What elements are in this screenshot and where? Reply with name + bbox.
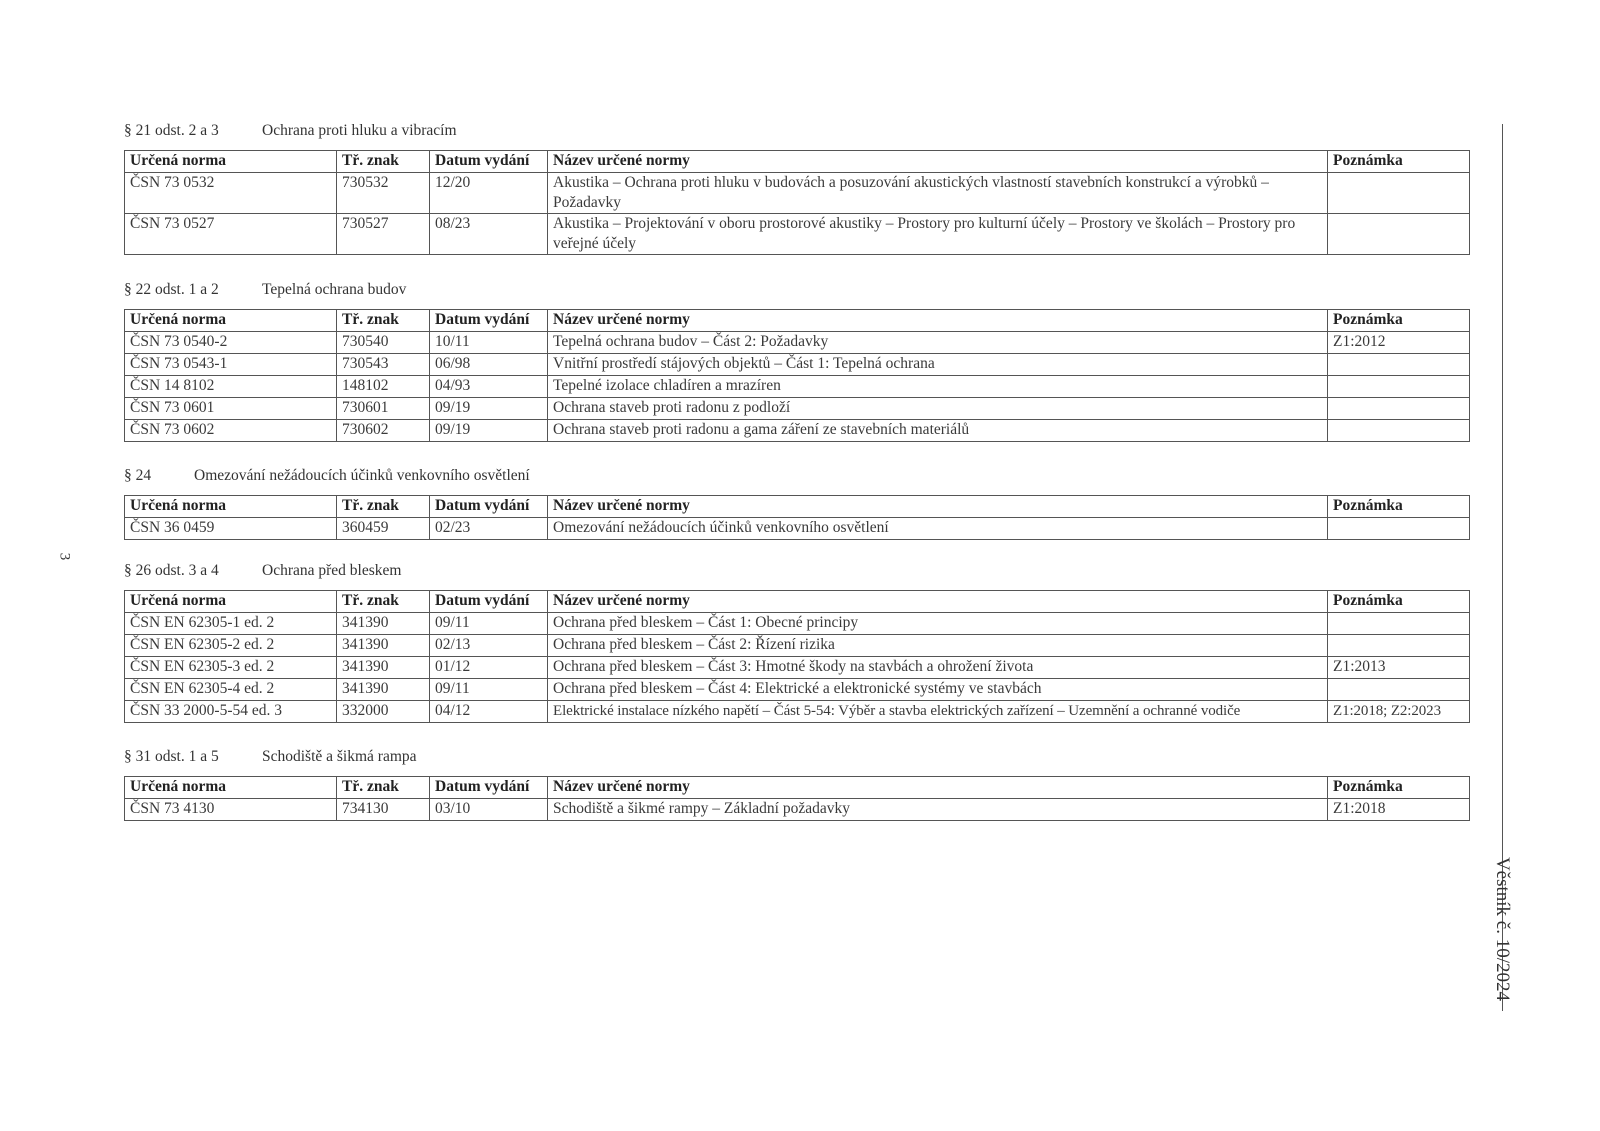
cell-poznamka <box>1328 613 1470 635</box>
table-row <box>125 376 1470 398</box>
cell-znak: 734130 <box>337 799 430 821</box>
cell-norma: ČSN 73 0601 <box>125 398 337 420</box>
cell-nazev: Ochrana před bleskem – Část 4: Elektrické a elektronické systémy ve stavbách <box>548 679 1328 701</box>
section-ref: § 31 odst. 1 a 5 <box>124 748 219 765</box>
header-norma: Určená norma <box>125 496 337 518</box>
cell-datum: 09/19 <box>430 398 548 420</box>
header-datum: Datum vydání <box>430 777 548 799</box>
cell-poznamka <box>1328 398 1470 420</box>
cell-norma: ČSN 73 4130 <box>125 799 337 821</box>
table-row <box>125 613 1470 635</box>
norms-table <box>124 776 1470 821</box>
cell-znak: 341390 <box>337 679 430 701</box>
cell-poznamka <box>1328 173 1470 214</box>
cell-znak: 730532 <box>337 173 430 214</box>
cell-datum: 12/20 <box>430 173 548 214</box>
section-title: Ochrana proti hluku a vibracím <box>262 122 457 139</box>
section-heading <box>124 120 1469 142</box>
header-datum: Datum vydání <box>430 496 548 518</box>
section-heading <box>124 465 1469 487</box>
cell-datum: 08/23 <box>430 214 548 255</box>
header-norma: Určená norma <box>125 777 337 799</box>
section-heading <box>124 279 1469 301</box>
header-norma: Určená norma <box>125 310 337 332</box>
cell-norma: ČSN 73 0532 <box>125 173 337 214</box>
header-poznamka: Poznámka <box>1328 496 1470 518</box>
bulletin-label: Věstník č. 10/2024 <box>1492 856 1513 1002</box>
header-poznamka: Poznámka <box>1328 310 1470 332</box>
section-heading <box>124 560 1469 582</box>
cell-norma: ČSN EN 62305-3 ed. 2 <box>125 657 337 679</box>
cell-nazev: Ochrana před bleskem – Část 3: Hmotné škody na stavbách a ohrožení života <box>548 657 1328 679</box>
cell-nazev: Schodiště a šikmé rampy – Základní požadavky <box>548 799 1328 821</box>
cell-poznamka: Z1:2018; Z2:2023 <box>1328 701 1470 723</box>
cell-norma: ČSN EN 62305-1 ed. 2 <box>125 613 337 635</box>
cell-norma: ČSN 73 0527 <box>125 214 337 255</box>
section-noise-protection <box>124 120 1469 255</box>
header-nazev: Název určené normy <box>548 591 1328 613</box>
table-header-row <box>125 591 1470 613</box>
cell-datum: 03/10 <box>430 799 548 821</box>
cell-znak: 730527 <box>337 214 430 255</box>
cell-poznamka: Z1:2012 <box>1328 332 1470 354</box>
header-nazev: Název určené normy <box>548 496 1328 518</box>
section-stairs-ramp <box>124 746 1469 821</box>
cell-znak: 148102 <box>337 376 430 398</box>
header-poznamka: Poznámka <box>1328 151 1470 173</box>
cell-znak: 730602 <box>337 420 430 442</box>
table-header-row <box>125 777 1470 799</box>
cell-datum: 01/12 <box>430 657 548 679</box>
page-number: 3 <box>56 552 73 561</box>
cell-poznamka: Z1:2018 <box>1328 799 1470 821</box>
cell-nazev: Tepelná ochrana budov – Část 2: Požadavky <box>548 332 1328 354</box>
norms-table <box>124 150 1470 255</box>
table-row <box>125 332 1470 354</box>
section-ref: § 24 <box>124 467 152 484</box>
section-ref: § 26 odst. 3 a 4 <box>124 562 219 579</box>
header-norma: Určená norma <box>125 591 337 613</box>
cell-znak: 360459 <box>337 518 430 540</box>
cell-nazev: Ochrana staveb proti radonu z podloží <box>548 398 1328 420</box>
cell-nazev: Akustika – Projektování v oboru prostorové akustiky – Prostory pro kulturní účely – Prostory ve školách – Prostory pro veřejné účely <box>548 214 1328 255</box>
cell-datum: 06/98 <box>430 354 548 376</box>
cell-znak: 730601 <box>337 398 430 420</box>
header-datum: Datum vydání <box>430 591 548 613</box>
section-heading <box>124 746 1469 768</box>
cell-norma: ČSN EN 62305-2 ed. 2 <box>125 635 337 657</box>
header-znak: Tř. znak <box>337 151 430 173</box>
cell-poznamka <box>1328 679 1470 701</box>
cell-poznamka: Z1:2013 <box>1328 657 1470 679</box>
cell-norma: ČSN 73 0540-2 <box>125 332 337 354</box>
section-title: Tepelná ochrana budov <box>262 281 407 298</box>
table-row <box>125 701 1470 723</box>
cell-norma: ČSN EN 62305-4 ed. 2 <box>125 679 337 701</box>
cell-nazev: Akustika – Ochrana proti hluku v budovách a posuzování akustických vlastností stavebních konstrukcí a výrobků – Požadavky <box>548 173 1328 214</box>
cell-norma: ČSN 73 0602 <box>125 420 337 442</box>
cell-nazev: Vnitřní prostředí stájových objektů – Část 1: Tepelná ochrana <box>548 354 1328 376</box>
cell-poznamka <box>1328 354 1470 376</box>
cell-datum: 02/13 <box>430 635 548 657</box>
table-header-row <box>125 151 1470 173</box>
cell-znak: 341390 <box>337 635 430 657</box>
header-znak: Tř. znak <box>337 496 430 518</box>
cell-nazev: Elektrické instalace nízkého napětí – Část 5-54: Výběr a stavba elektrických zařízení – Uzemnění a ochranné vodiče <box>548 701 1328 723</box>
cell-znak: 730543 <box>337 354 430 376</box>
section-thermal-protection <box>124 279 1469 442</box>
cell-poznamka <box>1328 214 1470 255</box>
cell-datum: 09/19 <box>430 420 548 442</box>
cell-poznamka <box>1328 635 1470 657</box>
section-title: Ochrana před bleskem <box>262 562 402 579</box>
header-znak: Tř. znak <box>337 591 430 613</box>
cell-datum: 02/23 <box>430 518 548 540</box>
norms-table <box>124 495 1470 540</box>
cell-nazev: Tepelné izolace chladíren a mrazíren <box>548 376 1328 398</box>
section-lightning-protection <box>124 560 1469 723</box>
table-row <box>125 173 1470 214</box>
section-title: Schodiště a šikmá rampa <box>262 748 417 765</box>
section-ref: § 22 odst. 1 a 2 <box>124 281 219 298</box>
cell-nazev: Ochrana před bleskem – Část 1: Obecné principy <box>548 613 1328 635</box>
norms-table <box>124 309 1470 442</box>
header-datum: Datum vydání <box>430 151 548 173</box>
cell-nazev: Omezování nežádoucích účinků venkovního osvětlení <box>548 518 1328 540</box>
table-row <box>125 679 1470 701</box>
header-poznamka: Poznámka <box>1328 777 1470 799</box>
table-header-row <box>125 310 1470 332</box>
table-row <box>125 518 1470 540</box>
section-title: Omezování nežádoucích účinků venkovního osvětlení <box>194 467 530 484</box>
header-nazev: Název určené normy <box>548 777 1328 799</box>
table-row <box>125 635 1470 657</box>
cell-norma: ČSN 36 0459 <box>125 518 337 540</box>
cell-norma: ČSN 33 2000-5-54 ed. 3 <box>125 701 337 723</box>
table-row <box>125 214 1470 255</box>
cell-znak: 730540 <box>337 332 430 354</box>
table-row <box>125 420 1470 442</box>
table-row <box>125 657 1470 679</box>
cell-znak: 341390 <box>337 613 430 635</box>
cell-datum: 10/11 <box>430 332 548 354</box>
cell-nazev: Ochrana před bleskem – Část 2: Řízení rizika <box>548 635 1328 657</box>
cell-datum: 04/93 <box>430 376 548 398</box>
header-datum: Datum vydání <box>430 310 548 332</box>
cell-norma: ČSN 14 8102 <box>125 376 337 398</box>
cell-poznamka <box>1328 518 1470 540</box>
cell-znak: 332000 <box>337 701 430 723</box>
header-znak: Tř. znak <box>337 310 430 332</box>
table-row <box>125 799 1470 821</box>
cell-norma: ČSN 73 0543-1 <box>125 354 337 376</box>
section-ref: § 21 odst. 2 a 3 <box>124 122 219 139</box>
section-outdoor-lighting <box>124 465 1469 540</box>
cell-nazev: Ochrana staveb proti radonu a gama záření ze stavebních materiálů <box>548 420 1328 442</box>
cell-datum: 09/11 <box>430 679 548 701</box>
table-row <box>125 354 1470 376</box>
header-norma: Určená norma <box>125 151 337 173</box>
cell-poznamka <box>1328 376 1470 398</box>
header-nazev: Název určené normy <box>548 151 1328 173</box>
cell-datum: 09/11 <box>430 613 548 635</box>
table-row <box>125 398 1470 420</box>
header-poznamka: Poznámka <box>1328 591 1470 613</box>
header-znak: Tř. znak <box>337 777 430 799</box>
table-header-row <box>125 496 1470 518</box>
cell-datum: 04/12 <box>430 701 548 723</box>
cell-poznamka <box>1328 420 1470 442</box>
cell-znak: 341390 <box>337 657 430 679</box>
header-nazev: Název určené normy <box>548 310 1328 332</box>
norms-table <box>124 590 1470 723</box>
